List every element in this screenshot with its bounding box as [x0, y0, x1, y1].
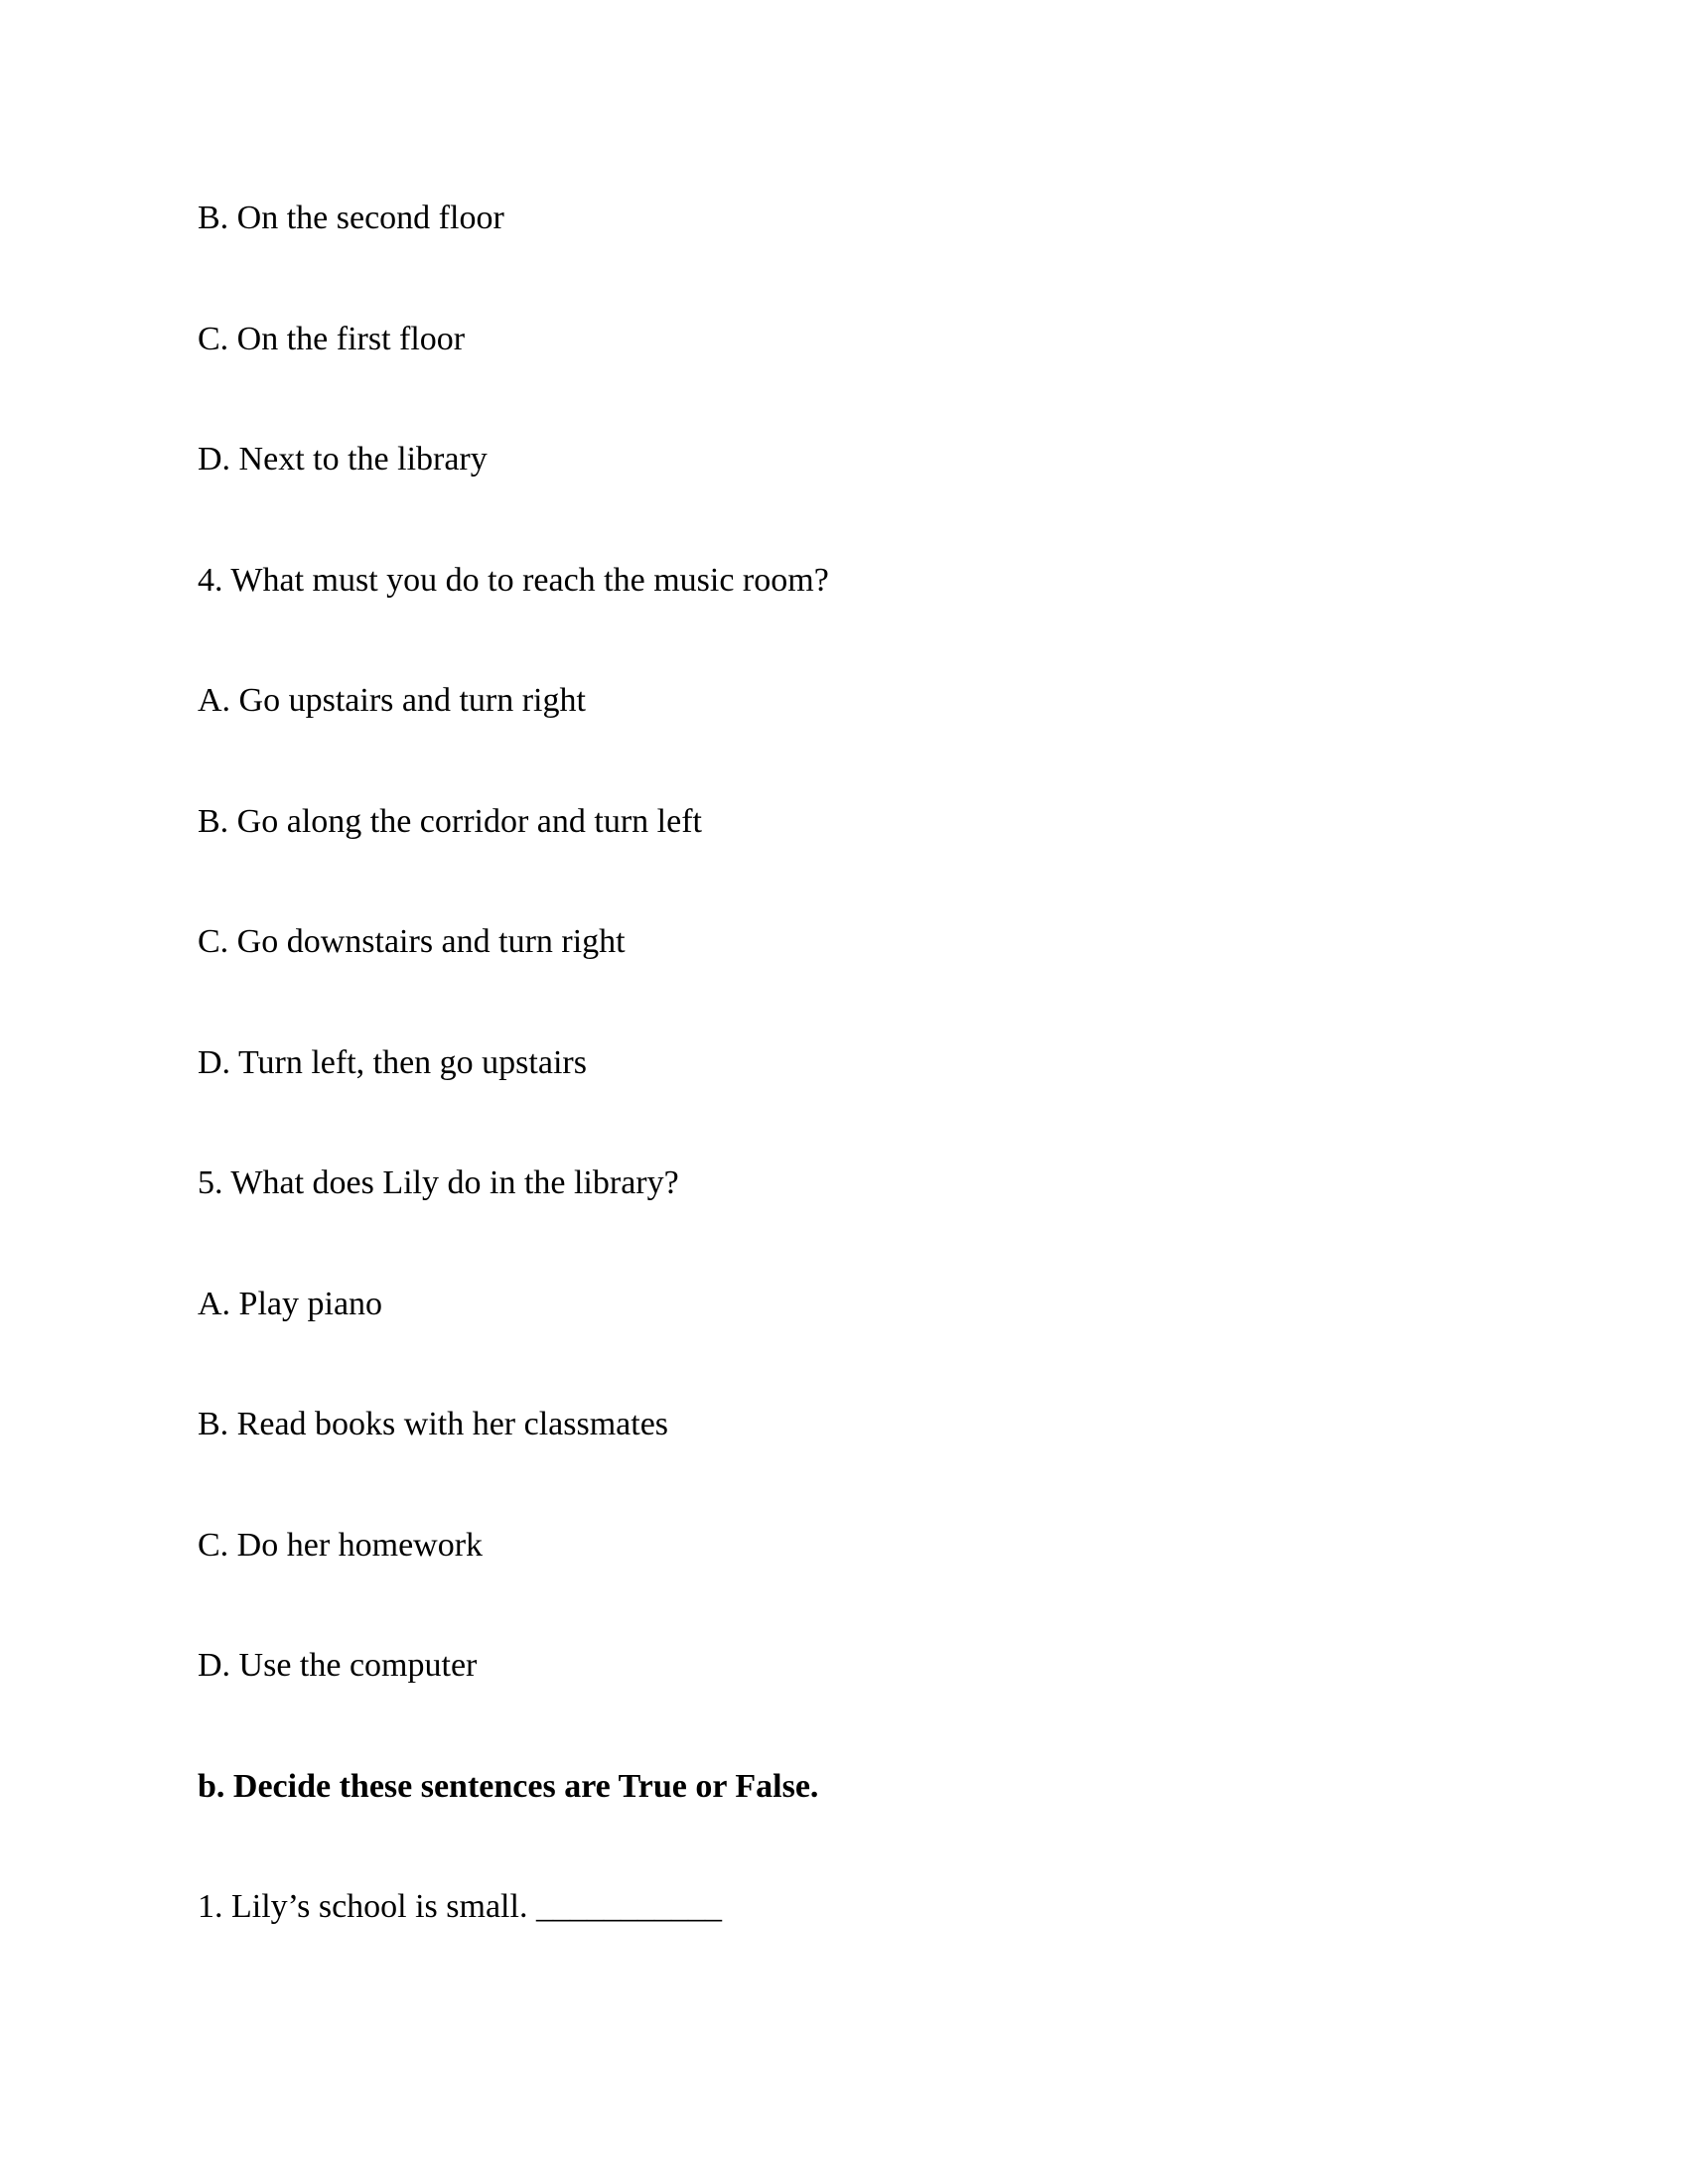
q5-option-c: C. Do her homework [198, 1527, 484, 1564]
q3-option-d: D. Next to the library [198, 441, 488, 478]
q4-option-a: A. Go upstairs and turn right [198, 682, 586, 719]
q5-option-a: A. Play piano [198, 1286, 383, 1322]
q3-option-b: B. On the second floor [198, 200, 504, 236]
q5-option-b: B. Read books with her classmates [198, 1406, 669, 1442]
q5-prompt: 5. What does Lily do in the library? [198, 1164, 679, 1201]
q4-prompt: 4. What must you do to reach the music room? [198, 562, 829, 599]
true-false-statement: 1. Lily’s school is small. ___________ [198, 1888, 722, 1925]
q5-option-d: D. Use the computer [198, 1647, 478, 1684]
q4-option-b: B. Go along the corridor and turn left [198, 803, 702, 840]
q4-option-d: D. Turn left, then go upstairs [198, 1044, 587, 1081]
q3-option-c: C. On the first floor [198, 321, 466, 357]
section-b-heading: b. Decide these sentences are True or False. [198, 1768, 819, 1805]
q4-option-c: C. Go downstairs and turn right [198, 923, 626, 960]
